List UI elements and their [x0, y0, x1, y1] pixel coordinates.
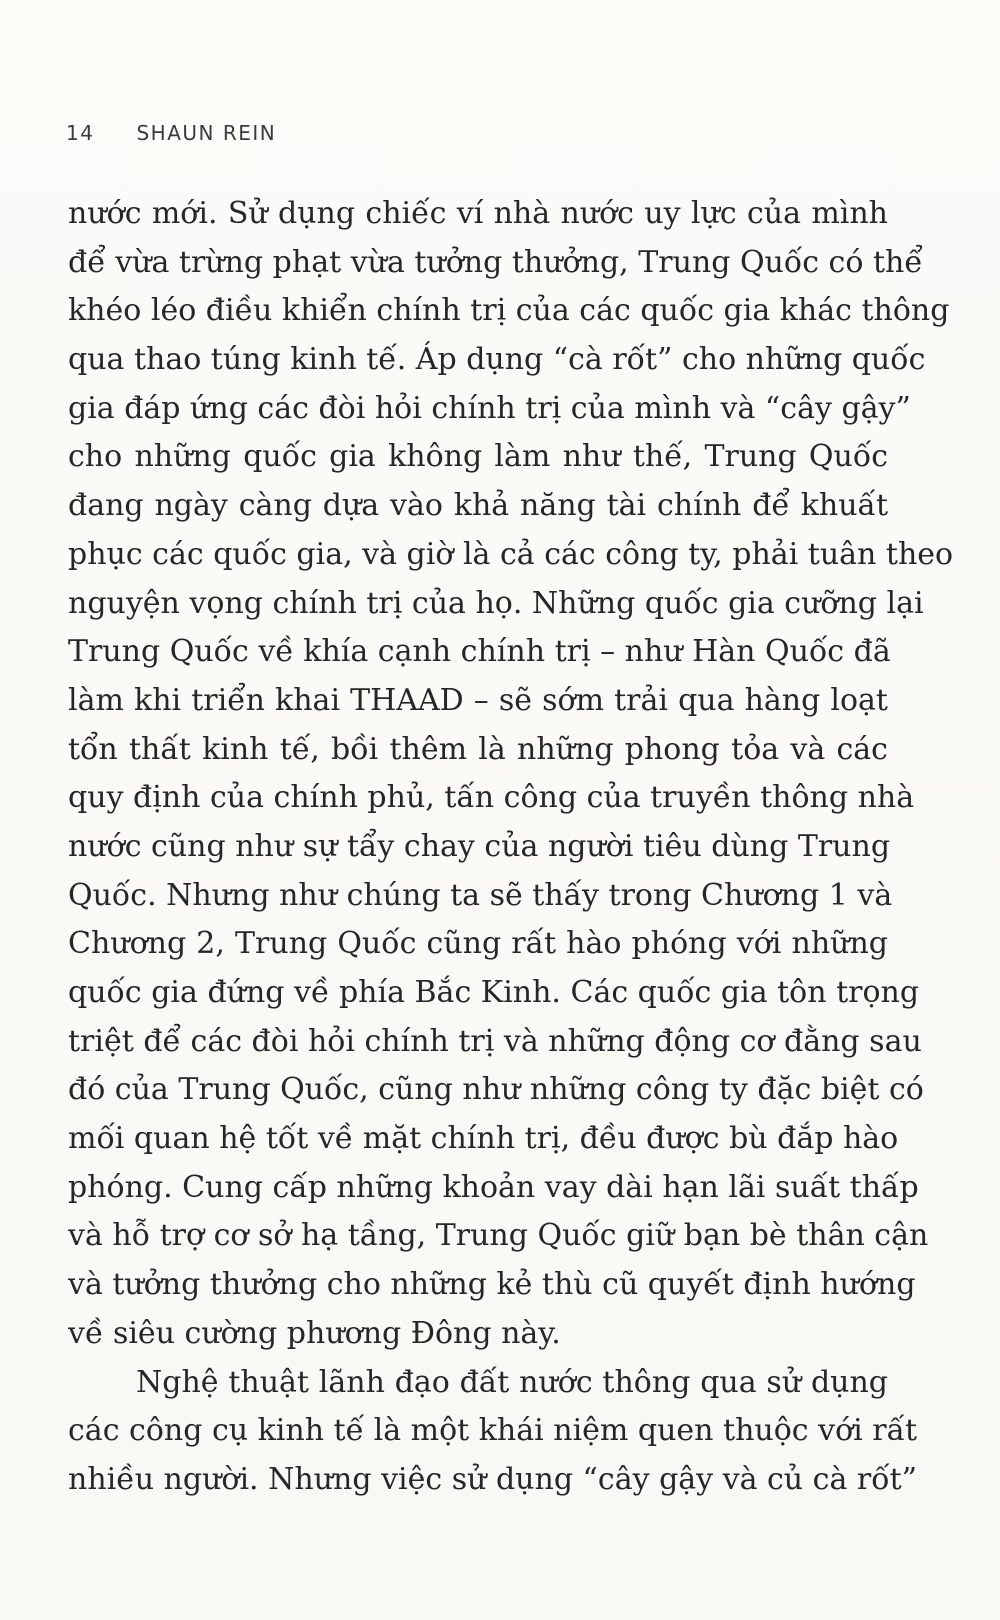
- text-line: Quốc. Nhưng như chúng ta sẽ thấy trong Chương 1 và: [68, 877, 893, 913]
- text-line: Trung Quốc về khía cạnh chính trị – như Hàn Quốc đã: [68, 634, 891, 670]
- text-line: nhiều người. Nhưng việc sử dụng “cây gậy và củ cà rốt”: [68, 1461, 917, 1497]
- text-line: cho những quốc gia không làm như thế, Trung Quốc: [68, 439, 888, 475]
- text-line: đang ngày càng dựa vào khả năng tài chính để khuất: [68, 488, 888, 524]
- running-header: [66, 118, 276, 148]
- text-line: quy định của chính phủ, tấn công của truyền thông nhà: [68, 780, 915, 816]
- text-line: khéo léo điều khiển chính trị của các quốc gia khác thông: [68, 293, 950, 329]
- author-name: SHAUN REIN: [136, 121, 277, 145]
- paragraph-1: [68, 190, 954, 1359]
- text-line: tổn thất kinh tế, bồi thêm là những phong tỏa và các: [68, 731, 888, 767]
- text-line: Nghệ thuật lãnh đạo đất nước thông qua sử dụng: [136, 1364, 888, 1400]
- text-line: phục các quốc gia, và giờ là cả các công ty, phải tuân theo: [68, 536, 954, 572]
- text-line: và tưởng thưởng cho những kẻ thù cũ quyết định hướng: [68, 1267, 916, 1303]
- text-line: các công cụ kinh tế là một khái niệm quen thuộc với rất: [68, 1413, 918, 1449]
- text-line: qua thao túng kinh tế. Áp dụng “cà rốt” cho những quốc: [68, 342, 926, 378]
- text-line: quốc gia đứng về phía Bắc Kinh. Các quốc gia tôn trọng: [68, 975, 920, 1010]
- paragraph-2: [68, 1359, 918, 1505]
- text-line: nước cũng như sự tẩy chay của người tiêu dùng Trung: [68, 828, 891, 864]
- text-line: và hỗ trợ cơ sở hạ tầng, Trung Quốc giữ bạn bè thân cận: [68, 1218, 929, 1254]
- text-line: nguyện vọng chính trị của họ. Những quốc gia cưỡng lại: [68, 585, 924, 621]
- page-number: 14: [66, 121, 95, 145]
- text-line: triệt để các đòi hỏi chính trị và những động cơ đằng sau: [68, 1023, 922, 1059]
- text-line: gia đáp ứng các đòi hỏi chính trị của mình và “cây gậy”: [68, 390, 911, 426]
- text-line: mối quan hệ tốt về mặt chính trị, đều được bù đắp hào: [68, 1121, 899, 1157]
- text-line: nước mới. Sử dụng chiếc ví nhà nước uy lực của mình: [68, 196, 888, 231]
- text-line: để vừa trừng phạt vừa tưởng thưởng, Trung Quốc có thể: [68, 244, 923, 280]
- text-line: phóng. Cung cấp những khoản vay dài hạn lãi suất thấp: [68, 1169, 919, 1205]
- text-line: đó của Trung Quốc, cũng như những công ty đặc biệt có: [68, 1072, 924, 1108]
- text-line: làm khi triển khai THAAD – sẽ sớm trải qua hàng loạt: [68, 682, 888, 718]
- text-line: Chương 2, Trung Quốc cũng rất hào phóng với những: [68, 926, 888, 962]
- text-line: về siêu cường phương Đông này.: [68, 1315, 561, 1351]
- body-text: [68, 190, 954, 1505]
